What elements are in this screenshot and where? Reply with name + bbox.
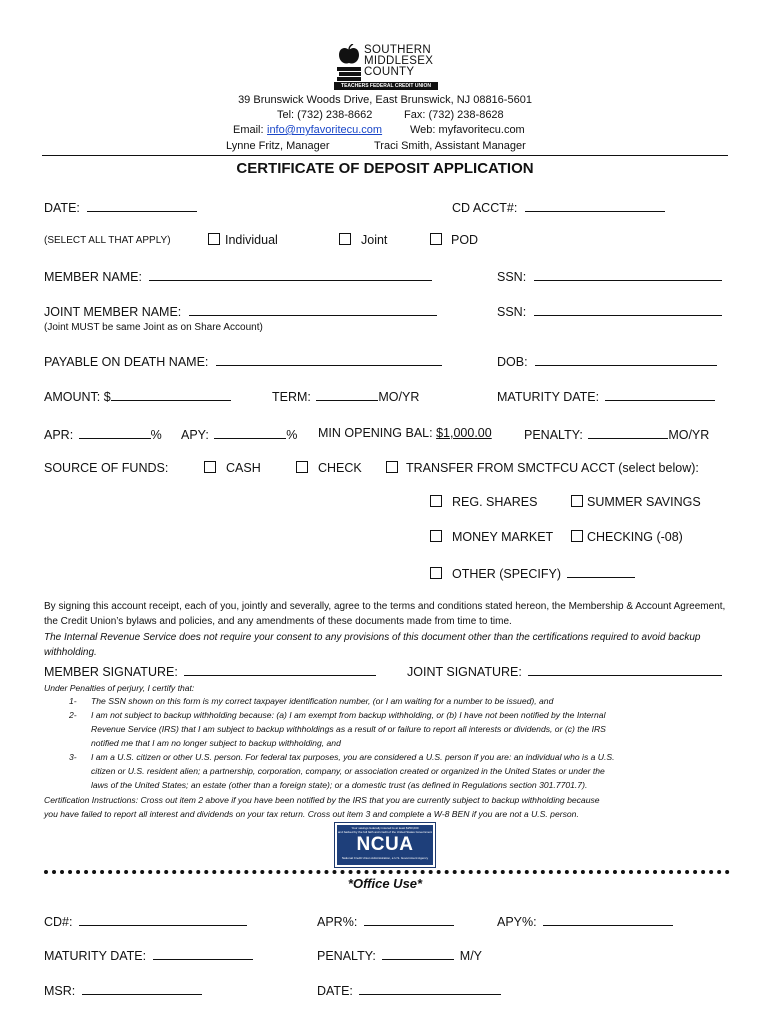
cd-acct-label: CD ACCT#: — [452, 201, 518, 215]
penalty-row — [524, 426, 709, 442]
joint-signature-field[interactable] — [528, 663, 722, 676]
joint-member-row — [44, 303, 437, 319]
joint-signature-row — [407, 663, 722, 679]
checking-checkbox[interactable] — [571, 530, 583, 542]
office-date-row — [317, 982, 501, 998]
office-apy-field[interactable] — [543, 913, 673, 926]
joint-ssn-field[interactable] — [534, 303, 722, 316]
date-field[interactable] — [87, 199, 197, 212]
apy-percent: % — [286, 428, 298, 442]
maturity-row — [497, 388, 715, 404]
pod-option[interactable] — [430, 233, 478, 247]
office-maturity-label: MATURITY DATE: — [44, 949, 147, 963]
individual-checkbox[interactable] — [208, 233, 220, 245]
checking-label: CHECKING (-08) — [587, 530, 683, 544]
cd-acct-row — [452, 199, 665, 215]
cert-item-1-number: 1- — [69, 696, 77, 706]
office-apr-field[interactable] — [364, 913, 454, 926]
money-market-label: MONEY MARKET — [452, 530, 554, 544]
header-divider — [42, 155, 728, 156]
cert-item-2-number: 2- — [69, 710, 77, 720]
apple-books-icon — [336, 44, 362, 84]
penalty-field[interactable] — [588, 426, 668, 439]
summer-savings-checkbox[interactable] — [571, 495, 583, 507]
amount-label: AMOUNT: $ — [44, 390, 111, 404]
dob-row — [497, 353, 717, 369]
cert-item-1: The SSN shown on this form is my correct taxpayer identification number, (or I am waiting for a number to be issued), and — [91, 696, 554, 706]
check-label: CHECK — [318, 461, 362, 475]
joint-note: (Joint MUST be same Joint as on Share Account) — [44, 322, 263, 333]
joint-ssn-label: SSN: — [497, 305, 527, 319]
ssn-label: SSN: — [497, 270, 527, 284]
office-msr-field[interactable] — [82, 982, 202, 995]
apr-label: APR: — [44, 428, 74, 442]
individual-label: Individual — [225, 233, 278, 247]
header-address: 39 Brunswick Woods Drive, East Brunswick, NJ 08816-5601 — [238, 94, 532, 106]
ssn-field[interactable] — [534, 268, 722, 281]
page-title: CERTIFICATE OF DEPOSIT APPLICATION — [236, 160, 534, 177]
member-signature-row — [44, 663, 376, 679]
dob-field[interactable] — [535, 353, 717, 366]
member-name-label: MEMBER NAME: — [44, 270, 142, 284]
money-market-checkbox[interactable] — [430, 530, 442, 542]
check-option[interactable] — [296, 461, 362, 475]
header-phone: Tel: (732) 238-8662 — [277, 109, 373, 121]
apy-label: APY: — [181, 428, 209, 442]
joint-ssn-row — [497, 303, 722, 319]
joint-checkbox[interactable] — [339, 233, 351, 245]
select-note: (SELECT ALL THAT APPLY) — [44, 235, 171, 246]
credit-union-logo — [334, 44, 438, 92]
header-assistant: Traci Smith, Assistant Manager — [374, 140, 526, 152]
other-checkbox[interactable] — [430, 567, 442, 579]
ncua-badge-inner — [337, 825, 433, 865]
pod-checkbox[interactable] — [430, 233, 442, 245]
ncua-top-text: Your savings federally insured to at least $250,000 — [351, 826, 419, 830]
reg-shares-checkbox[interactable] — [430, 495, 442, 507]
reg-shares-option[interactable] — [430, 495, 537, 509]
min-bal-row — [318, 426, 492, 440]
other-option[interactable] — [430, 565, 635, 581]
cert-instructions-line-1: Certification Instructions: Cross out item 2 above if you have been notified by the IRS that you are currently subject to backup withholding because — [44, 795, 600, 805]
cash-label: CASH — [226, 461, 261, 475]
cd-acct-field[interactable] — [525, 199, 665, 212]
ncua-top-text-2: and backed by the full faith and credit of the United States Government — [337, 830, 433, 834]
money-market-option[interactable] — [430, 530, 553, 544]
office-date-field[interactable] — [359, 982, 501, 995]
header-email-label: Email: — [233, 124, 264, 136]
office-cd-field[interactable] — [79, 913, 247, 926]
logo-line-2: MIDDLESEX — [364, 55, 434, 67]
penalty-unit: MO/YR — [668, 428, 710, 442]
term-label: TERM: — [272, 390, 311, 404]
min-bal-label: MIN OPENING BAL: — [318, 426, 433, 440]
member-signature-field[interactable] — [184, 663, 376, 676]
cert-intro: Under Penalties of perjury, I certify that: — [44, 683, 195, 693]
office-cd-label: CD#: — [44, 915, 73, 929]
reg-shares-label: REG. SHARES — [452, 495, 538, 509]
apr-percent: % — [150, 428, 162, 442]
amount-field[interactable] — [111, 388, 231, 401]
date-row — [44, 199, 197, 215]
office-cd-row — [44, 913, 247, 929]
joint-signature-label: JOINT SIGNATURE: — [407, 665, 522, 679]
summer-savings-label: SUMMER SAVINGS — [587, 495, 701, 509]
dob-label: DOB: — [497, 355, 528, 369]
cert-item-3-number: 3- — [69, 752, 77, 762]
apr-row — [44, 426, 162, 442]
cert-item-3-line-2: citizen or U.S. resident alien; a partnership, corporation, company, or association created or organized in the United States or under the — [91, 766, 605, 776]
term-field[interactable] — [316, 388, 378, 401]
penalty-label: PENALTY: — [524, 428, 583, 442]
office-penalty-field[interactable] — [382, 947, 454, 960]
transfer-checkbox[interactable] — [386, 461, 398, 473]
maturity-label: MATURITY DATE: — [497, 390, 600, 404]
ncua-badge — [334, 822, 436, 868]
logo-line-3: COUNTY — [364, 66, 415, 78]
apy-row — [181, 426, 297, 442]
pod-name-field[interactable] — [216, 353, 442, 366]
office-date-label: DATE: — [317, 984, 353, 998]
pod-label: POD — [451, 233, 479, 247]
cash-checkbox[interactable] — [204, 461, 216, 473]
transfer-option[interactable] — [386, 461, 699, 475]
cert-item-3-line-3: laws of the United States; an estate (other than a foreign state); or a domestic trust (as defined in Regulations section 301.7701.7). — [91, 780, 588, 790]
agreement-text: By signing this account receipt, each of you, jointly and severally, agree to the terms and conditions stated hereon, the Membership & Account Agreement, the Credit Union’s bylaws and policies, and any amendments of these documents made from time to time. — [44, 601, 726, 627]
header-manager: Lynne Fritz, Manager — [226, 140, 330, 152]
checking-option[interactable] — [571, 530, 683, 544]
term-unit: MO/YR — [378, 390, 420, 404]
apy-field[interactable] — [214, 426, 286, 439]
joint-label: Joint — [361, 233, 388, 247]
other-label: OTHER (SPECIFY) — [452, 567, 562, 581]
irs-consent-text: The Internal Revenue Service does not require your consent to any provisions of this document other than the certifications required to avoid backup withholding. — [44, 632, 701, 658]
check-checkbox[interactable] — [296, 461, 308, 473]
ssn-row — [497, 268, 722, 284]
amount-row — [44, 388, 231, 404]
office-maturity-row — [44, 947, 253, 963]
office-maturity-field[interactable] — [153, 947, 253, 960]
maturity-field[interactable] — [605, 388, 715, 401]
office-msr-row — [44, 982, 202, 998]
member-name-field[interactable] — [149, 268, 432, 281]
joint-option[interactable] — [339, 233, 387, 247]
cert-item-2-line-3: notified me that I am no longer subject to backup withholding, and — [91, 738, 341, 748]
term-row — [272, 388, 419, 404]
office-apy-label: APY%: — [497, 915, 537, 929]
office-apy-row — [497, 913, 673, 929]
min-bal-value: $1,000.00 — [436, 426, 492, 440]
pod-name-label: PAYABLE ON DEATH NAME: — [44, 355, 209, 369]
cash-option[interactable] — [204, 461, 261, 475]
office-penalty-row — [317, 947, 482, 963]
cert-item-2-line-2: Revenue Service (IRS) that I am subject to backup withholdings as a result of or failure to report all interests or dividends, or (c) the IRS — [91, 724, 606, 734]
logo-line-1: SOUTHERN — [364, 44, 431, 56]
header-web: Web: myfavoritecu.com — [410, 124, 525, 136]
member-signature-label: MEMBER SIGNATURE: — [44, 665, 178, 679]
header-fax: Fax: (732) 238-8628 — [404, 109, 504, 121]
apr-field[interactable] — [79, 426, 151, 439]
office-penalty-label: PENALTY: — [317, 949, 376, 963]
header-email-link[interactable]: info@myfavoritecu.com — [267, 124, 383, 136]
cert-item-3-line-1: I am a U.S. citizen or other U.S. person. For federal tax purposes, you are considered a U.S. person if you are: an individual who is a U.S. — [91, 752, 615, 762]
office-use-title: *Office Use* — [347, 876, 423, 891]
date-label: DATE: — [44, 201, 80, 215]
member-name-row — [44, 268, 432, 284]
logo-banner: TEACHERS FEDERAL CREDIT UNION — [334, 82, 438, 90]
individual-option[interactable] — [208, 233, 278, 247]
other-field[interactable] — [567, 565, 635, 578]
source-label: SOURCE OF FUNDS: — [44, 461, 169, 475]
cert-instructions-line-2: you have failed to report all interest and dividends on your tax return. Cross out item 3 and complete a W-8 BEN if you are not a U.S. person. — [44, 809, 579, 819]
office-penalty-unit: M/Y — [459, 949, 483, 963]
cert-item-2-line-1: I am not subject to backup withholding because: (a) I am exempt from backup withholding, or (b) I have not been notified by the Internal — [91, 710, 606, 720]
summer-savings-option[interactable] — [571, 495, 701, 509]
ncua-bottom-text: National Credit Union Administration, a U.S. Government Agency — [341, 856, 429, 860]
transfer-label: TRANSFER FROM SMCTFCU ACCT (select below): — [406, 461, 699, 475]
office-msr-label: MSR: — [44, 984, 76, 998]
office-apr-row — [317, 913, 454, 929]
ncua-name: NCUA — [356, 834, 414, 855]
joint-member-label: JOINT MEMBER NAME: — [44, 305, 182, 319]
joint-member-field[interactable] — [189, 303, 437, 316]
pod-name-row — [44, 353, 442, 369]
office-apr-label: APR%: — [317, 915, 358, 929]
office-use-divider — [44, 870, 730, 874]
